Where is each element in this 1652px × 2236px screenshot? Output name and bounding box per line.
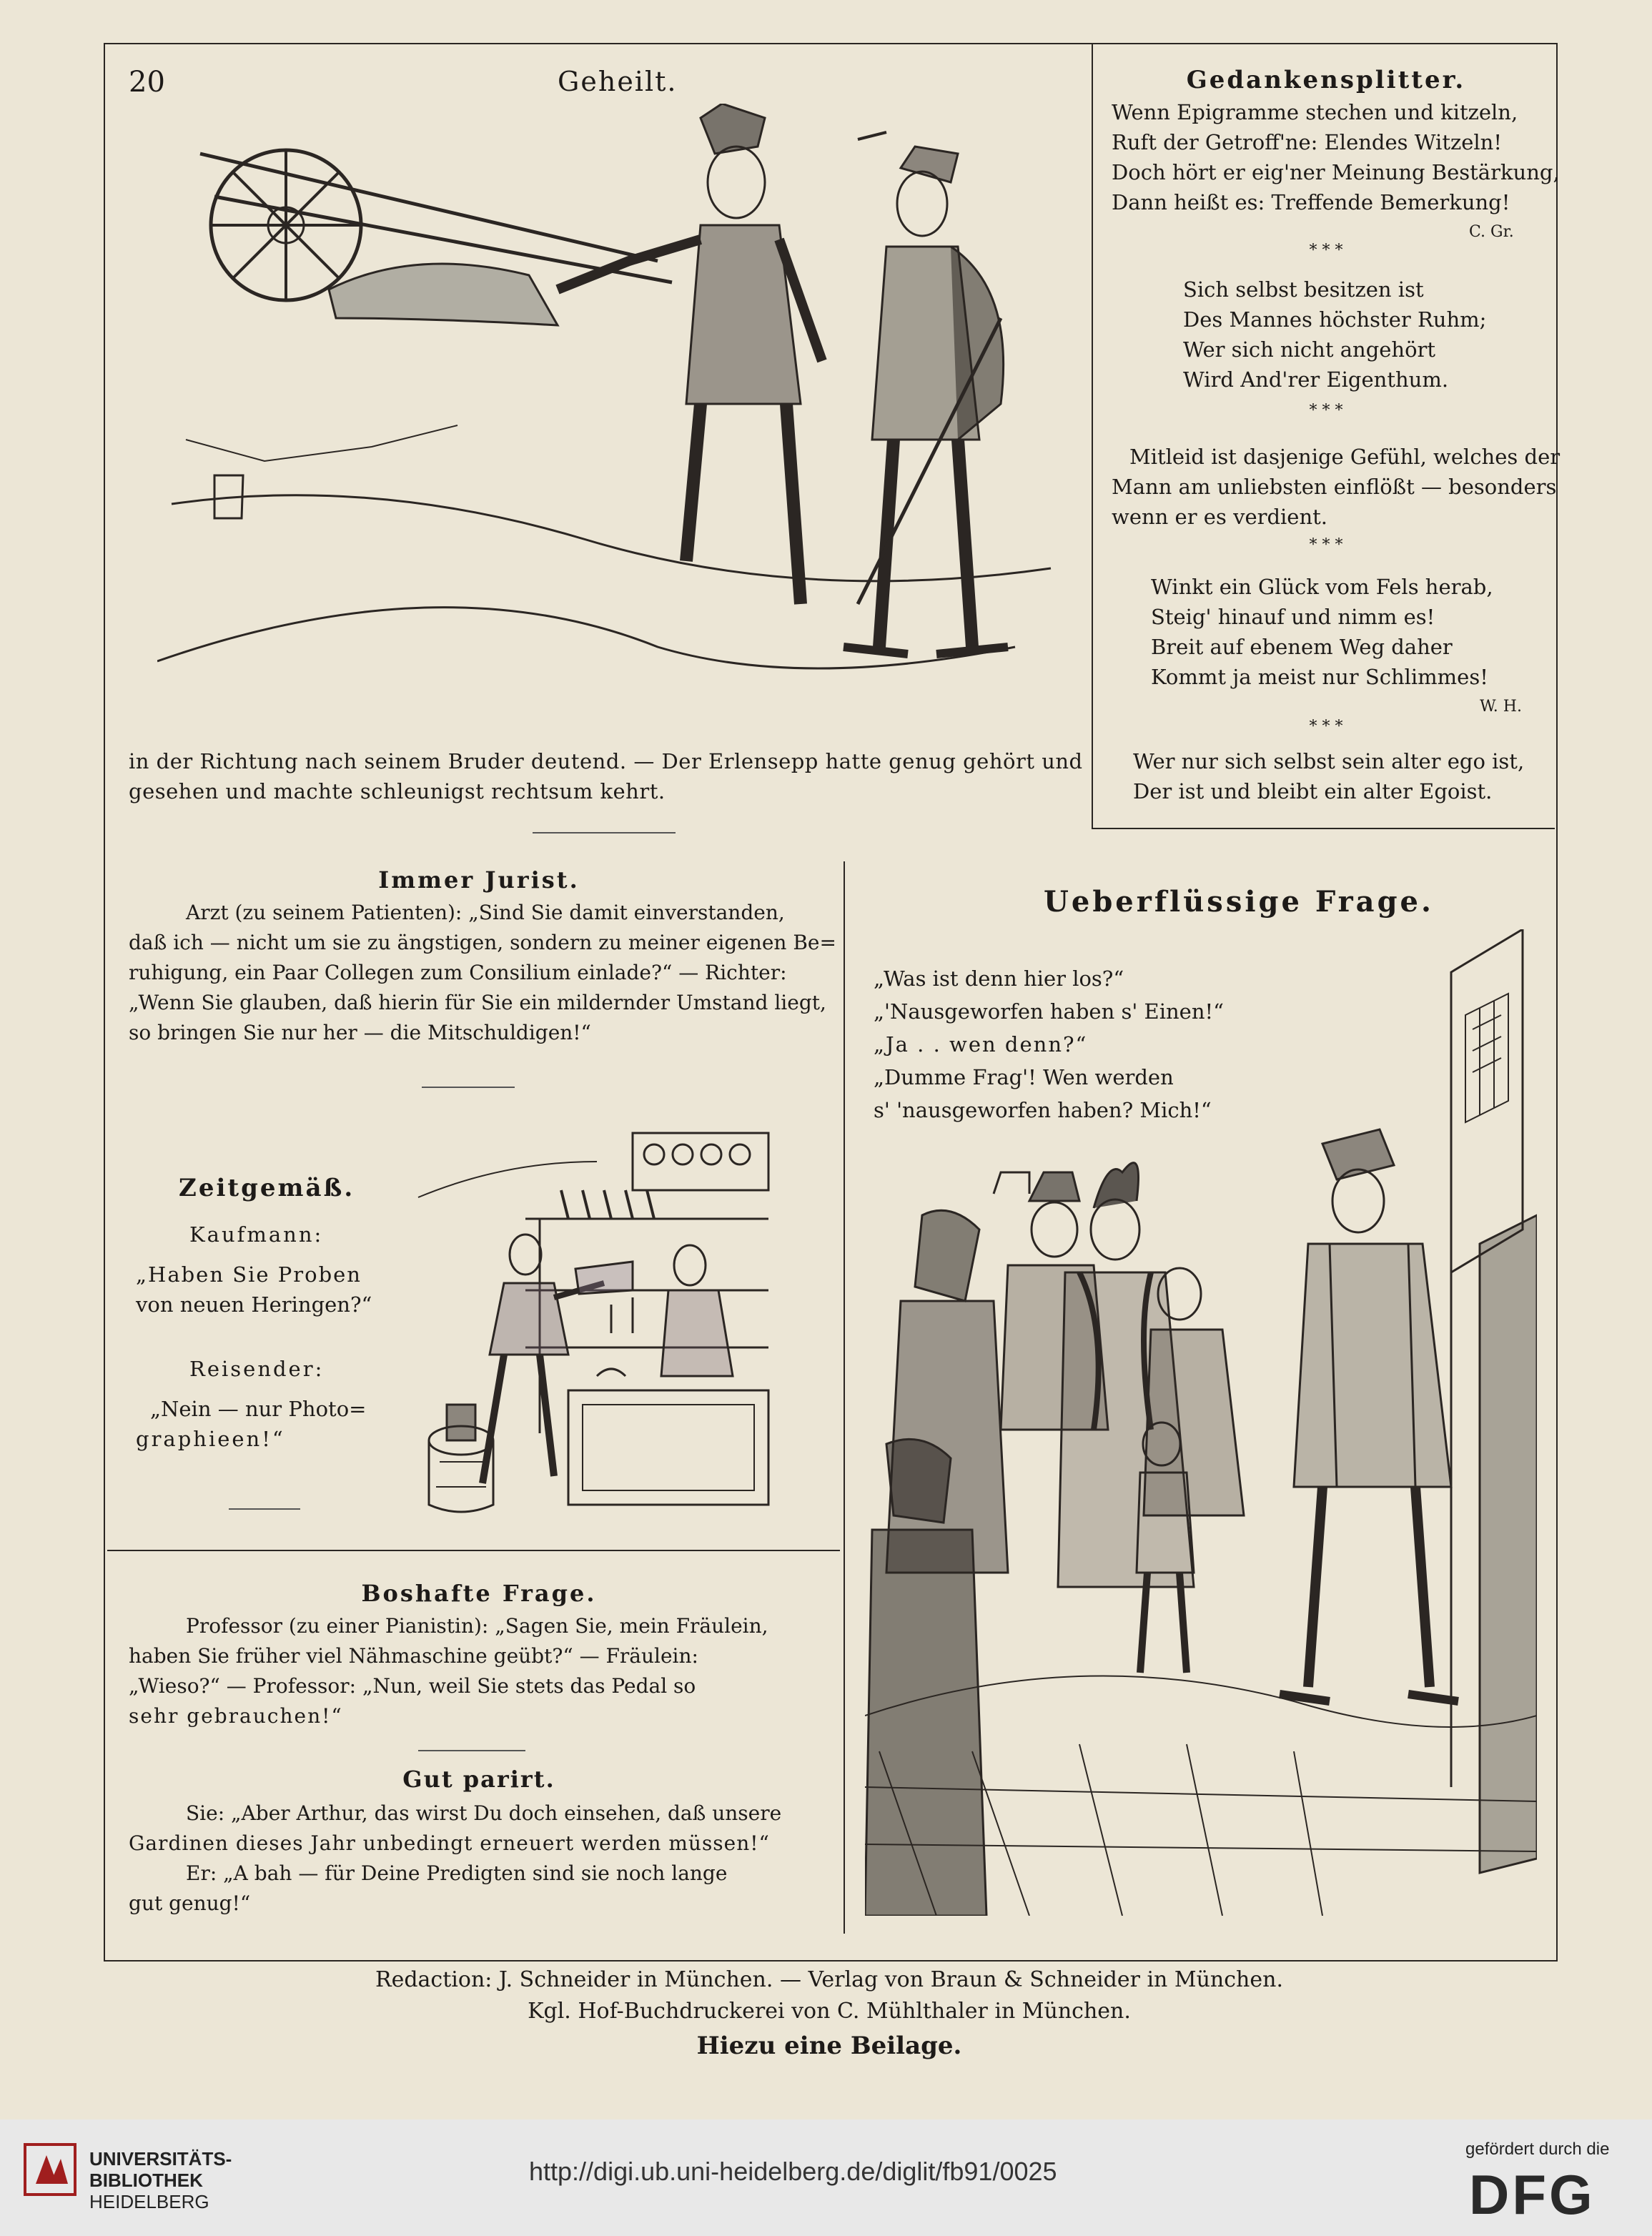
gedanken-signature-1: C. Gr. bbox=[1469, 223, 1514, 241]
zeitgemaess-line4: graphieen!“ bbox=[136, 1427, 285, 1451]
gedanken-stars-1: * * * bbox=[1309, 242, 1343, 259]
gedanken-stanza1-line2: Ruft der Getroff'ne: Elendes Witzeln! bbox=[1112, 130, 1503, 154]
jurist-line2: daß ich — nicht um sie zu ängstigen, sondern zu meiner eigenen Be= bbox=[129, 931, 836, 954]
gedanken-stanza1-line4: Dann heißt es: Treffende Bemerkung! bbox=[1112, 190, 1510, 214]
frage-line5: s' 'nausgeworfen haben? Mich!“ bbox=[874, 1098, 1212, 1122]
gedanken-stanza1-line1: Wenn Epigramme stechen und kitzeln, bbox=[1112, 100, 1518, 124]
shop-illustration bbox=[397, 1119, 783, 1526]
frage-line4: „Dumme Frag'! Wen werden bbox=[874, 1065, 1174, 1089]
column-divider-top bbox=[1092, 43, 1093, 829]
zeitgemaess-speaker2: Reisender: bbox=[189, 1357, 325, 1381]
jurist-line1: Arzt (zu seinem Patienten): „Sind Sie damit einverstanden, bbox=[186, 901, 785, 924]
running-title: Geheilt. bbox=[558, 66, 678, 97]
parirt-line4: gut genug!“ bbox=[129, 1891, 251, 1915]
jurist-line3: ruhigung, ein Paar Collegen zum Consilium einlade?“ — Richter: bbox=[129, 961, 787, 984]
boshafte-line3: „Wieso?“ — Professor: „Nun, weil Sie stets das Pedal so bbox=[129, 1674, 696, 1698]
logo-line2: BIBLIOTHEK bbox=[89, 2170, 203, 2191]
parirt-line3: Er: „A bah — für Deine Predigten sind sie noch lange bbox=[186, 1861, 728, 1885]
gedanken-stanza2-line1: Sich selbst besitzen ist bbox=[1183, 277, 1424, 302]
logo-line3: HEIDELBERG bbox=[89, 2191, 209, 2212]
jurist-line4: „Wenn Sie glauben, daß hierin für Sie ein mildernder Umstand liegt, bbox=[129, 991, 826, 1014]
column-divider-bottom bbox=[844, 861, 845, 1934]
jurist-line5: so bringen Sie nur her — die Mitschuldigen!“ bbox=[129, 1021, 591, 1044]
boshafte-line4: sehr gebrauchen!“ bbox=[129, 1704, 343, 1728]
story-end-line1: in der Richtung nach seinem Bruder deutend. — Der Erlensepp hatte genug gehört und bbox=[129, 749, 1083, 773]
gedanken-para3-line2: Mann am unliebsten einflößt — besonders bbox=[1112, 475, 1557, 499]
boshafte-title: Boshafte Frage. bbox=[361, 1580, 597, 1607]
gedanken-stanza1-line3: Doch hört er eig'ner Meinung Bestärkung, bbox=[1112, 160, 1560, 184]
gedanken-stars-2: * * * bbox=[1309, 402, 1343, 420]
gedanken-stanza5-line1: Wer nur sich selbst sein alter ego ist, bbox=[1133, 749, 1525, 773]
gedanken-stanza4-line4: Kommt ja meist nur Schlimmes! bbox=[1151, 665, 1488, 689]
gedanken-stanza2-line2: Des Mannes höchster Ruhm; bbox=[1183, 307, 1487, 332]
peasants-illustration bbox=[157, 104, 1079, 733]
gedanken-para3-line3: wenn er es verdient. bbox=[1112, 505, 1328, 529]
gedanken-stanza2-line4: Wird And'rer Eigenthum. bbox=[1183, 367, 1449, 392]
gedanken-stars-3: * * * bbox=[1309, 536, 1343, 554]
frage-title: Ueberflüssige Frage. bbox=[1044, 885, 1434, 919]
zeitgemaess-speaker1: Kaufmann: bbox=[189, 1222, 324, 1247]
dfg-logo: DFG bbox=[1469, 2163, 1596, 2226]
imprint-line3: Hiezu eine Beilage. bbox=[696, 2032, 962, 2060]
rule-5 bbox=[418, 1750, 525, 1751]
parirt-line1: Sie: „Aber Arthur, das wirst Du doch einsehen, daß unsere bbox=[186, 1801, 782, 1825]
crowd-illustration bbox=[865, 929, 1537, 1916]
zeitgemaess-line1: „Haben Sie Proben bbox=[136, 1262, 362, 1287]
gedanken-stanza4-line3: Breit auf ebenem Weg daher bbox=[1151, 635, 1453, 659]
imprint-line1: Redaction: J. Schneider in München. — Verlag von Braun & Schneider in München. bbox=[375, 1967, 1283, 1992]
zeitgemaess-title: Zeitgemäß. bbox=[179, 1174, 355, 1202]
zeitgemaess-line2: von neuen Heringen?“ bbox=[136, 1292, 372, 1317]
page-number: 20 bbox=[129, 66, 165, 99]
rule-1 bbox=[533, 832, 676, 833]
rule-2 bbox=[422, 1087, 515, 1088]
permalink[interactable]: http://digi.ub.uni-heidelberg.de/diglit/fb91/0025 bbox=[529, 2157, 1057, 2186]
zeitgemaess-line3: „Nein — nur Photo= bbox=[150, 1397, 367, 1421]
logo-line1: UNIVERSITÄTS- bbox=[89, 2148, 232, 2170]
parirt-line2: Gardinen dieses Jahr unbedingt erneuert werden müssen!“ bbox=[129, 1831, 770, 1855]
frage-line3: „Ja . . wen denn?“ bbox=[874, 1032, 1088, 1057]
jurist-title: Immer Jurist. bbox=[378, 866, 580, 894]
story-end-line2: gesehen und machte schleunigst rechtsum kehrt. bbox=[129, 779, 666, 803]
frage-line2: „'Nausgeworfen haben s' Einen!“ bbox=[874, 999, 1224, 1024]
gedanken-stanza2-line3: Wer sich nicht angehört bbox=[1183, 337, 1436, 362]
gedanken-stanza5-line2: Der ist und bleibt ein alter Egoist. bbox=[1133, 779, 1493, 803]
gedanken-signature-4: W. H. bbox=[1480, 698, 1522, 716]
boshafte-line2: haben Sie früher viel Nähmaschine geübt?“ — Fräulein: bbox=[129, 1644, 698, 1668]
gedanken-title: Gedankensplitter. bbox=[1186, 66, 1466, 94]
boshafte-line1: Professor (zu einer Pianistin): „Sagen Sie, mein Fräulein, bbox=[186, 1614, 768, 1638]
frage-line1: „Was ist denn hier los?“ bbox=[874, 966, 1124, 991]
rule-4 bbox=[107, 1550, 840, 1551]
gedanken-stanza4-line1: Winkt ein Glück vom Fels herab, bbox=[1151, 575, 1493, 599]
parirt-title: Gut parirt. bbox=[402, 1766, 555, 1793]
imprint-line2: Kgl. Hof-Buchdruckerei von C. Mühlthaler in München. bbox=[528, 1999, 1131, 2024]
university-library-logo-icon bbox=[21, 2141, 79, 2198]
digital-library-footer bbox=[0, 2119, 1652, 2236]
gedanken-stanza4-line2: Steig' hinauf und nimm es! bbox=[1151, 605, 1435, 629]
funded-by-text: gefördert durch die bbox=[1465, 2139, 1610, 2159]
gedanken-para3-line1: Mitleid ist dasjenige Gefühl, welches der bbox=[1129, 445, 1561, 469]
gedanken-stars-4: * * * bbox=[1309, 718, 1343, 736]
rule-right-column-end bbox=[1092, 828, 1555, 829]
rule-3 bbox=[229, 1508, 300, 1510]
